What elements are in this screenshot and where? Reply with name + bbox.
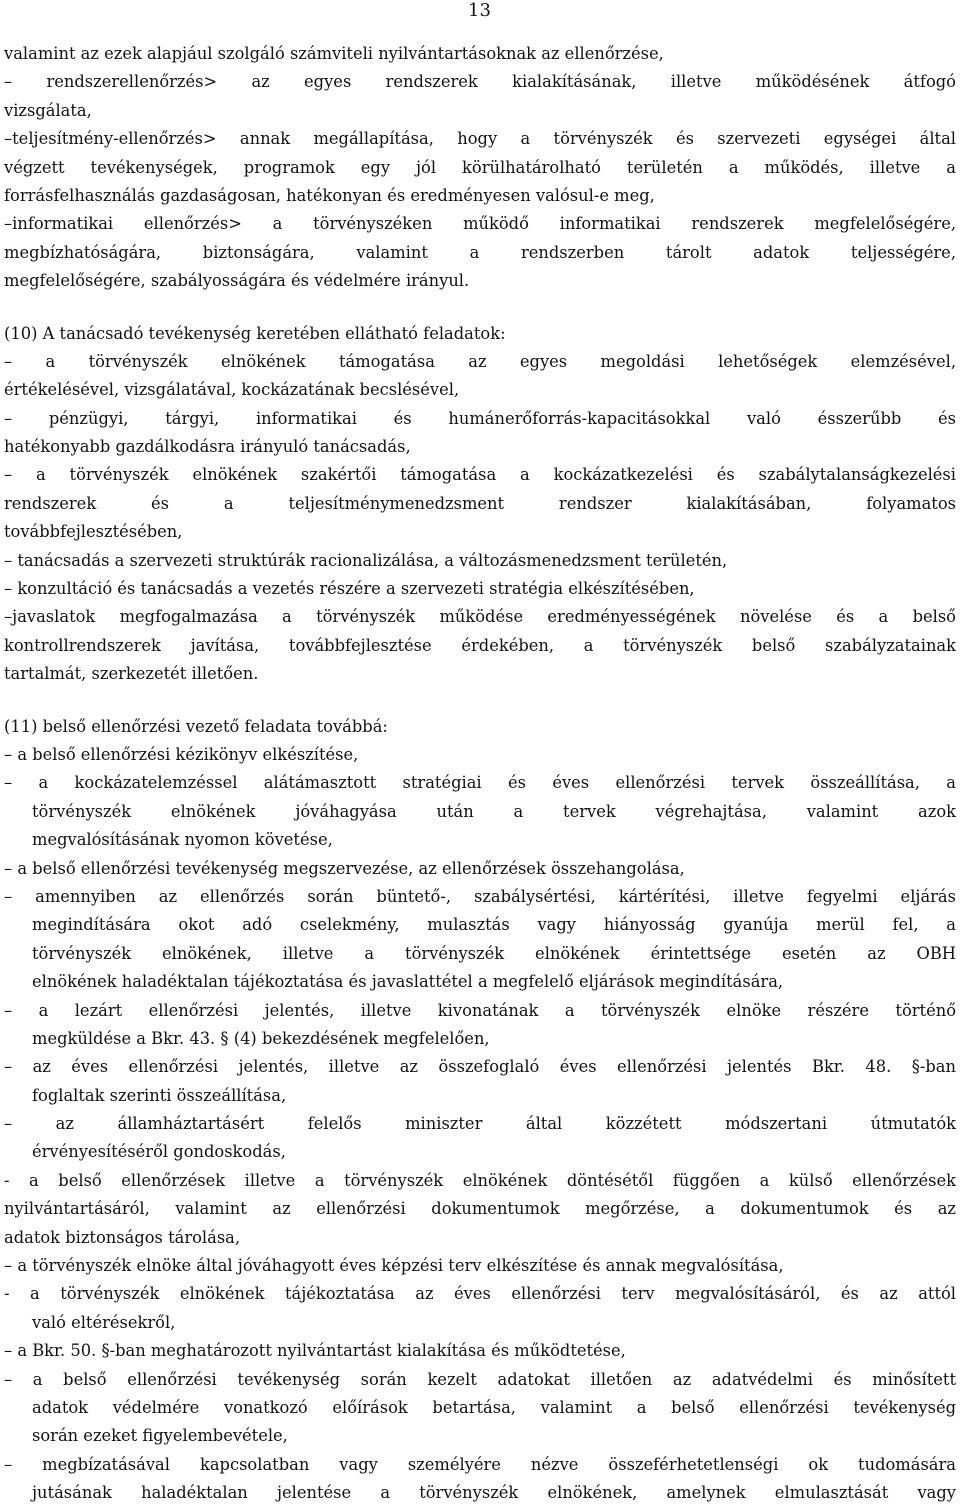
page-number: 13 <box>468 0 491 21</box>
text-line: –informatikai ellenőrzés> a törvényszéken működő informatikai rendszerek megfelelőségére, <box>4 214 956 234</box>
text-line: - a belső ellenőrzések illetve a törvényszék elnökének döntésétől függően a külső ellenőrzések <box>4 1170 956 1190</box>
text-line: során ezeket figyelembevétele, <box>32 1426 288 1446</box>
text-line: – rendszerellenőrzés> az egyes rendszerek kialakításának, illetve működésének átfogó <box>4 72 956 92</box>
text-line: érvényesítéséről gondoskodás, <box>32 1142 286 1162</box>
text-line: (10) A tanácsadó tevékenység keretében ellátható feladatok: <box>4 323 506 343</box>
text-line: – megbízatásával kapcsolatban vagy személyére nézve összeférhetetlenségi ok tudomására <box>4 1454 956 1474</box>
text-line: foglaltak szerinti összeállítása, <box>32 1085 287 1105</box>
text-line: – a belső ellenőrzési kézikönyv elkészítése, <box>4 744 359 764</box>
document-body <box>4 40 956 1508</box>
text-line: megküldése a Bkr. 43. § (4) bekezdésének megfelelően, <box>32 1028 490 1048</box>
text-line: forrásfelhasználás gazdaságosan, hatékonyan és eredményesen valósul-e meg, <box>4 185 655 205</box>
text-line: – pénzügyi, tárgyi, informatikai és humánerőforrás-kapacitásokkal való ésszerűbb és <box>4 408 956 428</box>
text-line: – a törvényszék elnökének támogatása az egyes megoldási lehetőségek elemzésével, <box>4 351 956 371</box>
text-line: (11) belső ellenőrzési vezető feladata továbbá: <box>4 716 388 736</box>
text-line: megbízhatóságára, biztonságára, valamint a rendszerben tárolt adatok teljességére, <box>4 242 956 262</box>
text-line: végzett tevékenységek, programok egy jól körülhatárolható területén a működés, illetve a <box>4 157 956 177</box>
text-line: vizsgálata, <box>4 100 92 120</box>
text-line: elnökének haladéktalan tájékoztatása és javaslattétel a megfelelő eljárások megindítására, <box>32 972 784 992</box>
text-line: – a kockázatelemzéssel alátámasztott stratégiai és éves ellenőrzési tervek összeállítása, a <box>4 773 956 793</box>
text-line: törvényszék elnökének, illetve a törvényszék elnökének érintettsége esetén az OBH <box>32 943 956 963</box>
text-line: rendszerek és a teljesítménymenedzsment rendszer kialakításában, folyamatos <box>4 493 956 513</box>
text-line: adatok biztonságos tárolása, <box>4 1227 241 1247</box>
text-line: – a törvényszék elnöke által jóváhagyott éves képzési terv elkészítése és annak megvalósítása, <box>4 1256 784 1276</box>
text-line: megvalósításának nyomon követése, <box>32 830 333 850</box>
text-line: értékelésével, vizsgálatával, kockázatának becslésével, <box>4 380 460 400</box>
text-line: megfelelőségére, szabályosságára és védelmére irányul. <box>4 271 470 291</box>
text-line: – a törvényszék elnökének szakértői támogatása a kockázatkezelési és szabálytalanságkezelési <box>4 465 956 485</box>
text-line: továbbfejlesztésében, <box>4 522 183 542</box>
text-line: –teljesítmény-ellenőrzés> annak megállapítása, hogy a törvényszék és szervezeti egységei által <box>4 129 956 149</box>
text-line: – amennyiben az ellenőrzés során büntető-, szabálysértési, kártérítési, illetve fegyelmi eljárás <box>4 886 956 906</box>
text-line: való eltérésekről, <box>32 1312 176 1332</box>
text-line: – a Bkr. 50. §-ban meghatározott nyilvántartást kialakítása és működtetése, <box>4 1341 626 1361</box>
paragraph-advisory-tasks <box>4 320 956 689</box>
text-line: törvényszék elnökének jóváhagyása után a tervek végrehajtása, valamint azok <box>32 801 956 821</box>
paragraph-audit-types <box>4 40 956 296</box>
text-line: megindítására okot adó cselekmény, mulasztás vagy hiányosság gyanúja merül fel, a <box>32 915 956 935</box>
text-line: – a belső ellenőrzési tevékenység megszervezése, az ellenőrzések összehangolása, <box>4 858 685 878</box>
paragraph-head-of-audit-tasks <box>4 713 956 1508</box>
text-line: –javaslatok megfogalmazása a törvényszék működése eredményességének növelése és a belső <box>4 607 956 627</box>
text-line: nyilvántartásáról, valamint az ellenőrzési dokumentumok megőrzése, a dokumentumok és az <box>4 1199 956 1219</box>
text-line: tartalmát, szerkezetét illetően. <box>4 664 259 684</box>
text-line: valamint az ezek alapjául szolgáló számviteli nyilvántartásoknak az ellenőrzése, <box>4 44 664 63</box>
text-line: kontrollrendszerek javítása, továbbfejlesztése érdekében, a törvényszék belső szabályzatainak <box>4 635 956 655</box>
text-line: – az államháztartásért felelős miniszter által közzétett módszertani útmutatók <box>4 1114 956 1134</box>
text-line: – az éves ellenőrzési jelentés, illetve az összefoglaló éves ellenőrzési jelentés Bkr. 48. §-ban <box>4 1057 956 1077</box>
text-line: – a lezárt ellenőrzési jelentés, illetve kivonatának a törvényszék elnöke részére történő <box>4 1000 956 1020</box>
text-line: hatékonyabb gazdálkodásra irányuló tanácsadás, <box>4 437 411 457</box>
text-line: adatok védelmére vonatkozó előírások betartása, valamint a belső ellenőrzési tevékenység <box>32 1397 956 1417</box>
text-line: jutásának haladéktalan jelentése a törvényszék elnökének, amelynek elmulasztását vagy <box>32 1483 956 1503</box>
text-line: – a belső ellenőrzési tevékenység során kezelt adatokat illetően az adatvédelmi és minősített <box>4 1369 956 1389</box>
text-line: - a törvényszék elnökének tájékoztatása az éves ellenőrzési terv megvalósításáról, és az attól <box>4 1284 956 1304</box>
text-line: – tanácsadás a szervezeti struktúrák racionalizálása, a változásmenedzsment területén, <box>4 550 728 570</box>
text-line: – konzultáció és tanácsadás a vezetés részére a szervezeti stratégia elkészítésében, <box>4 579 695 599</box>
